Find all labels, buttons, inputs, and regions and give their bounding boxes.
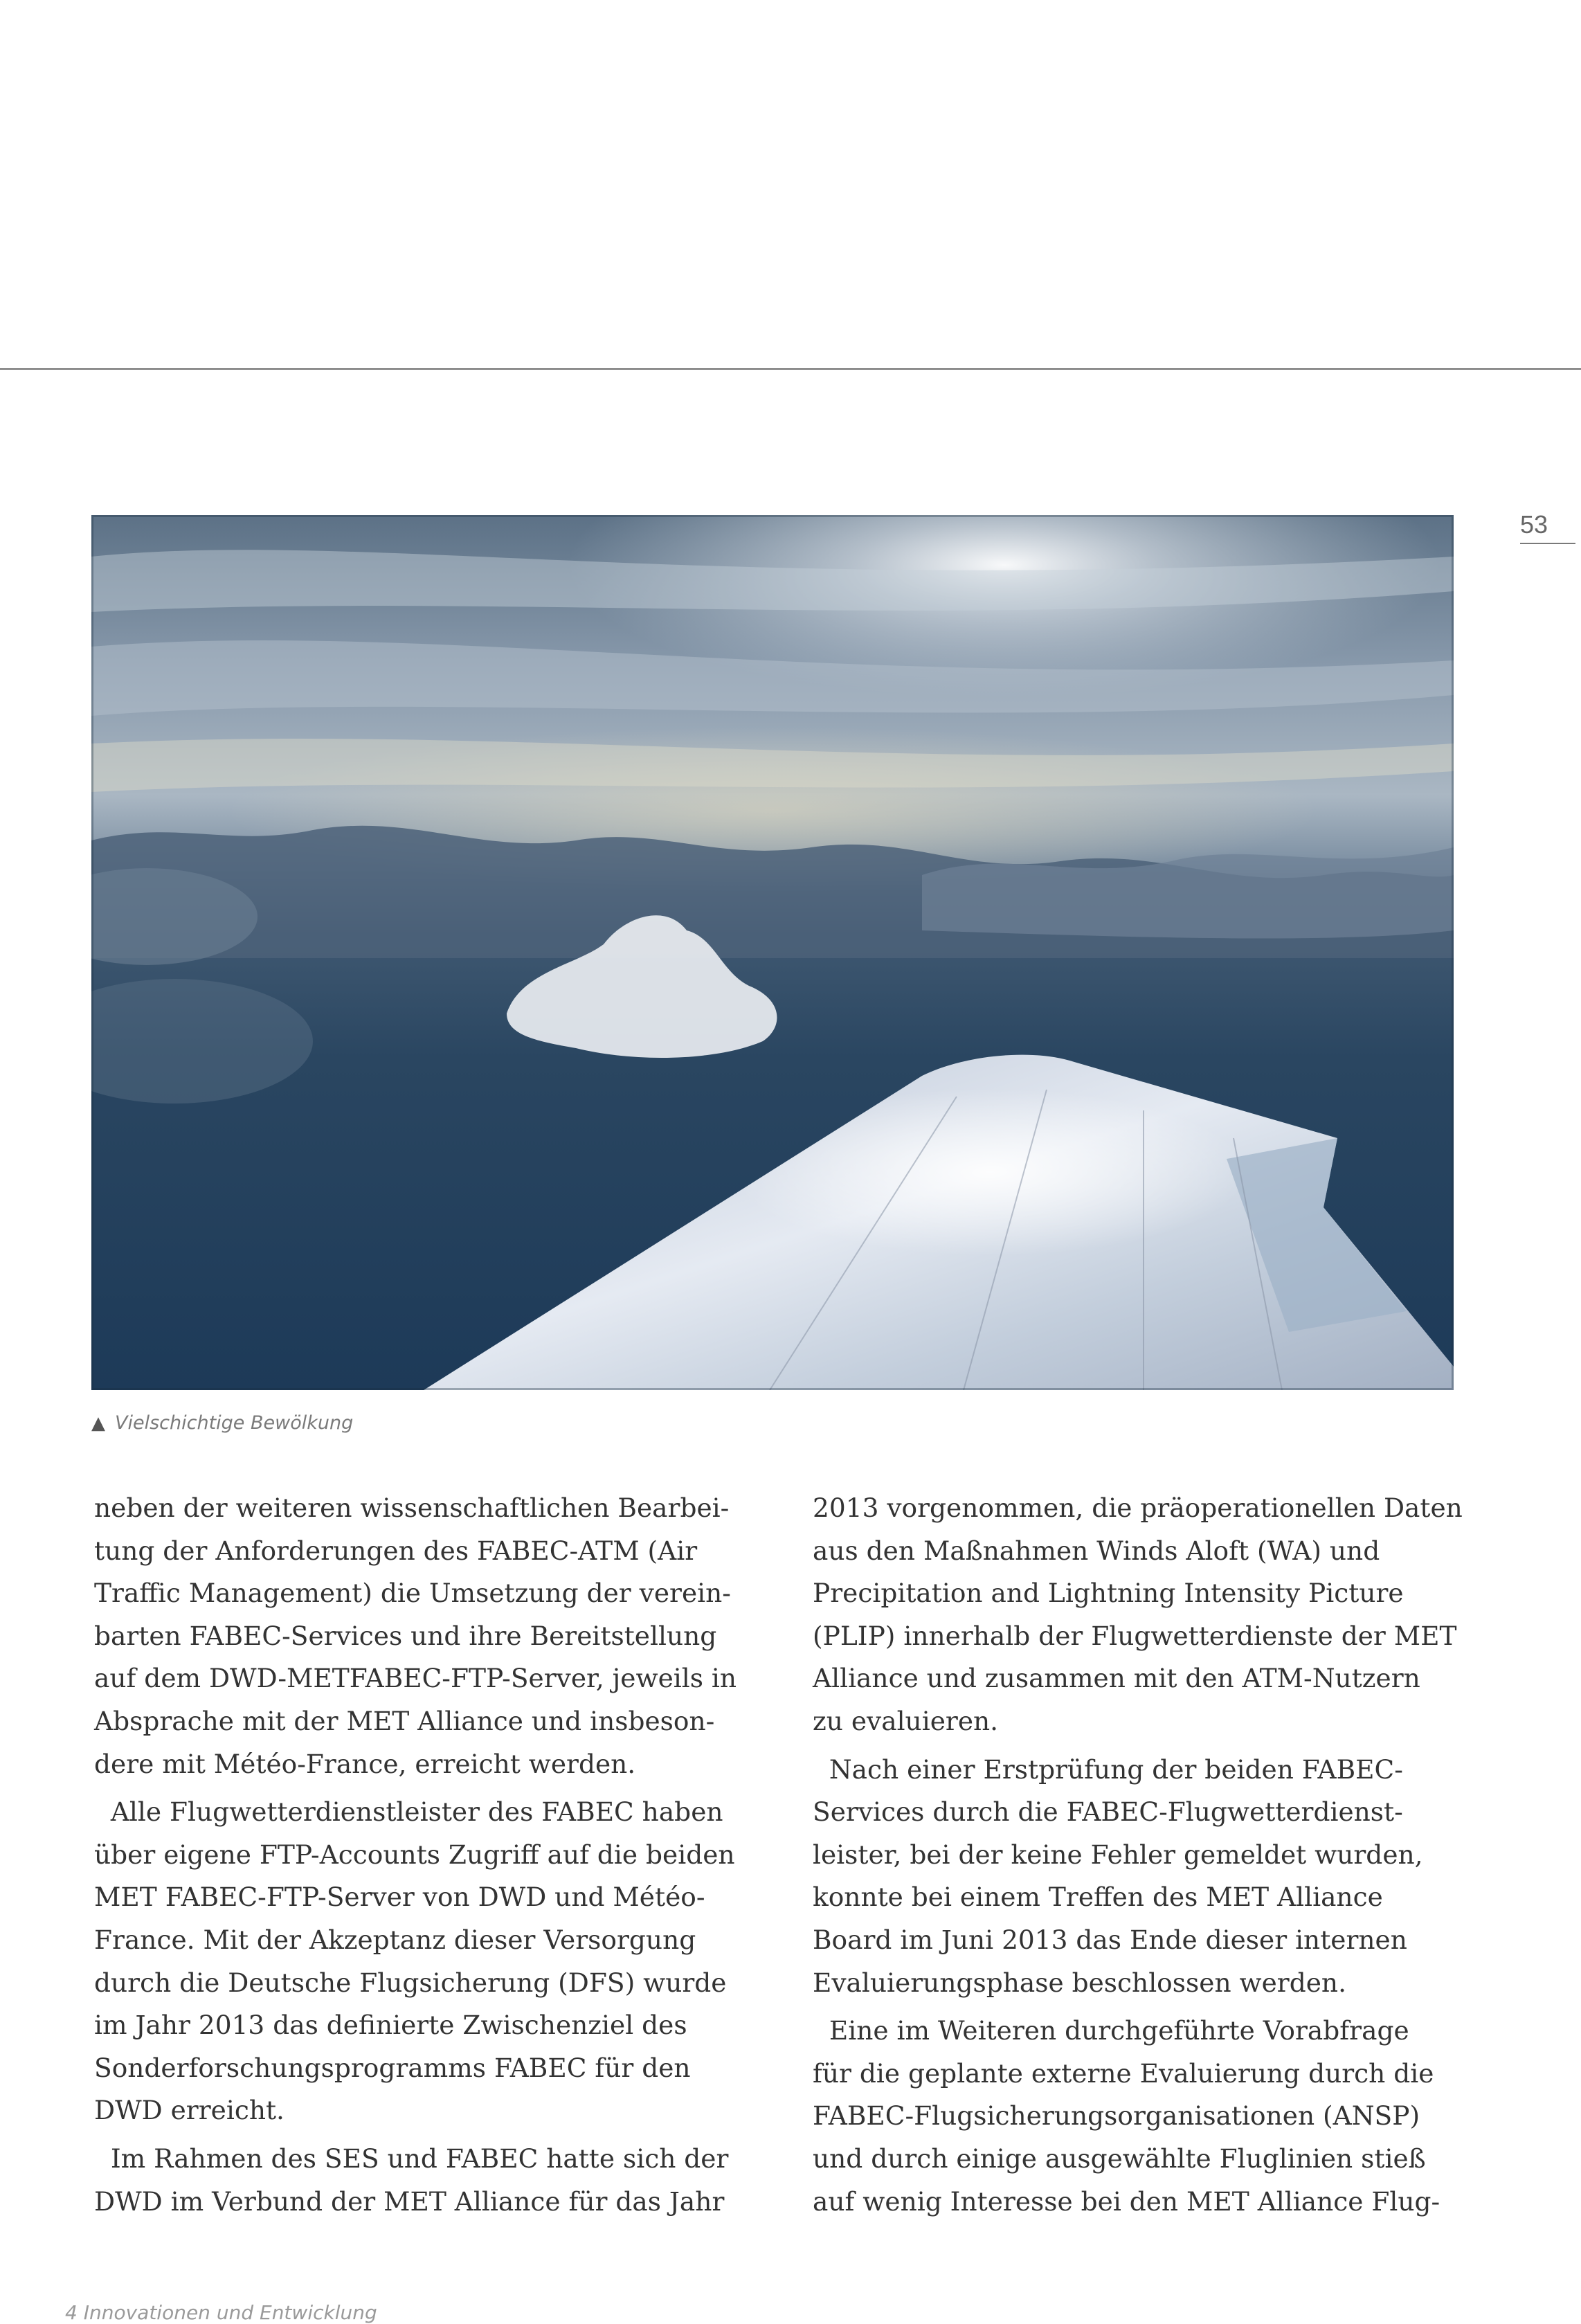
caption-triangle-icon: ▲ (91, 1412, 105, 1434)
footer-section-label: 4 Innovationen und Entwicklung (65, 2301, 377, 2324)
figure-caption (91, 1412, 353, 1434)
page-number: 53 (1520, 512, 1575, 544)
right-text-column (813, 1487, 1463, 2223)
paragraph: Nach einer Erstprüfung der beiden FABEC- Services durch die FABEC-Flugwetterdienst- leister, bei der keine Fehler gemeldet wurden, konnte bei einem Treffen des MET Alliance Board im Juni 2013 das Ende dieser internen Evaluierungsphase beschlossen werden. (813, 1754, 1423, 1998)
paragraph: Im Rahmen des SES und FABEC hatte sich der DWD im Verbund der MET Alliance für das Jahr (94, 2143, 729, 2217)
paragraph: neben der weiteren wissenschaftlichen Bearbei- tung der Anforderungen des FABEC-ATM (Air Traffic Management) die Umsetzung der verein- barten FABEC-Services und ihre Bereitstellung auf dem DWD-METFABEC-FTP-Server, jeweils in Absprache mit der MET Alliance und insbeson- dere mit Météo-France, erreicht werden. (94, 1493, 737, 1779)
paragraph: Alle Flugwetterdienstleister des FABEC haben über eigene FTP-Accounts Zugriff auf die beiden MET FABEC-FTP-Server von DWD und Météo- France. Mit der Akzeptanz dieser Versorgung durch die Deutsche Flugsicherung (DFS) wurde im Jahr 2013 das definierte Zwischenziel des Sonderforschungsprogramms FABEC für den DWD erreicht. (94, 1796, 735, 2126)
left-text-column (94, 1487, 745, 2223)
paragraph: 2013 vorgenommen, die präoperationellen Daten aus den Maßnahmen Winds Aloft (WA) und Precipitation and Lightning Intensity Picture (PLIP) innerhalb der Flugwetterdienste der MET Alliance und zusammen mit den ATM-Nutzern zu evaluieren. (813, 1493, 1463, 1736)
caption-text: Vielschichtige Bewölkung (115, 1412, 354, 1434)
cloud-photo (91, 515, 1454, 1390)
paragraph: Eine im Weiteren durchgeführte Vorabfrage für die geplante externe Evaluierung durch die FABEC-Flugsicherungsorganisationen (ANSP) und durch einige ausgewählte Fluglinien stieß auf wenig Interesse bei den MET Alliance Flug- (813, 2015, 1440, 2217)
header-rule (0, 368, 1581, 370)
